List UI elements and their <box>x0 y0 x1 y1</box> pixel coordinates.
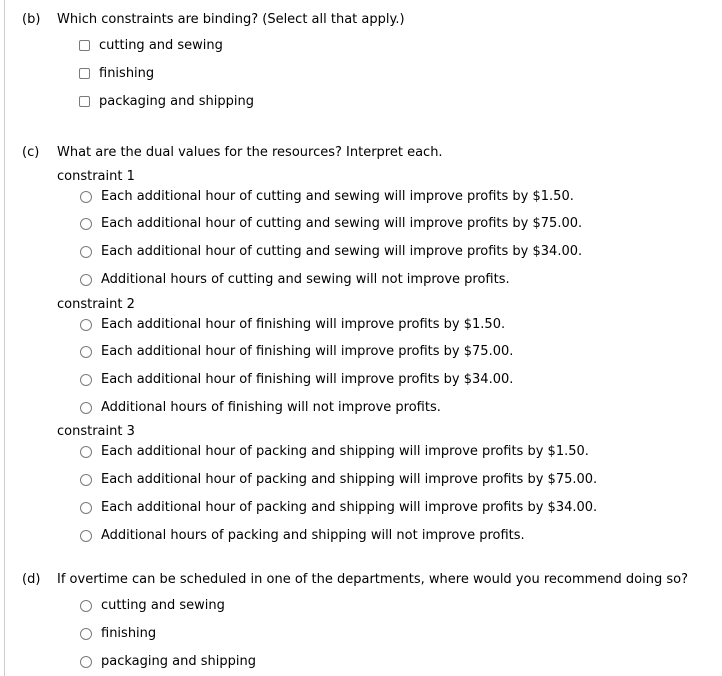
part-c-tag: (c) <box>22 145 40 160</box>
radio-c2-option-1[interactable] <box>80 319 92 331</box>
checkbox-cutting-sewing[interactable] <box>79 40 90 51</box>
radio-c1-option-3[interactable] <box>80 246 92 258</box>
option-label: Each additional hour of cutting and sewing will improve profits by $75.00. <box>101 216 583 231</box>
option-label: Each additional hour of finishing will improve profits by $75.00. <box>101 344 514 359</box>
radio-d-cutting-sewing[interactable] <box>80 600 92 612</box>
radio-c2-option-4[interactable] <box>80 402 92 414</box>
left-divider <box>4 0 5 676</box>
option-label: finishing <box>99 66 155 81</box>
option-label: Additional hours of finishing will not improve profits. <box>101 400 441 415</box>
radio-c1-option-2[interactable] <box>80 218 92 230</box>
part-c-question: What are the dual values for the resources? Interpret each. <box>57 145 443 160</box>
option-label: Each additional hour of finishing will improve profits by $34.00. <box>101 372 514 387</box>
part-b-tag: (b) <box>22 12 41 27</box>
option-label: Each additional hour of finishing will improve profits by $1.50. <box>101 317 506 332</box>
constraint-3-label: constraint 3 <box>57 424 135 439</box>
option-label: Each additional hour of cutting and sewing will improve profits by $34.00. <box>101 244 583 259</box>
radio-c3-option-4[interactable] <box>80 530 92 542</box>
radio-c2-option-3[interactable] <box>80 374 92 386</box>
checkbox-finishing[interactable] <box>79 68 90 79</box>
radio-c1-option-4[interactable] <box>80 274 92 286</box>
radio-c3-option-2[interactable] <box>80 474 92 486</box>
constraint-1-label: constraint 1 <box>57 169 135 184</box>
option-label: Each additional hour of cutting and sewing will improve profits by $1.50. <box>101 189 574 204</box>
part-b-question: Which constraints are binding? (Select all that apply.) <box>57 12 405 27</box>
option-label: Each additional hour of packing and shipping will improve profits by $75.00. <box>101 472 598 487</box>
radio-c2-option-2[interactable] <box>80 346 92 358</box>
option-label: packaging and shipping <box>101 654 256 669</box>
option-label: Additional hours of packing and shipping will not improve profits. <box>101 528 525 543</box>
constraint-2-label: constraint 2 <box>57 297 135 312</box>
part-d-tag: (d) <box>22 572 41 587</box>
radio-d-finishing[interactable] <box>80 628 92 640</box>
radio-d-packaging-shipping[interactable] <box>80 656 92 668</box>
option-label: cutting and sewing <box>99 38 223 53</box>
option-label: cutting and sewing <box>101 598 225 613</box>
option-label: Each additional hour of packing and shipping will improve profits by $34.00. <box>101 500 598 515</box>
radio-c3-option-1[interactable] <box>80 446 92 458</box>
part-d-question: If overtime can be scheduled in one of the departments, where would you recommend doing so? <box>57 572 689 587</box>
option-label: packaging and shipping <box>99 94 254 109</box>
checkbox-packaging-shipping[interactable] <box>79 96 90 107</box>
radio-c1-option-1[interactable] <box>80 191 92 203</box>
radio-c3-option-3[interactable] <box>80 502 92 514</box>
option-label: Additional hours of cutting and sewing will not improve profits. <box>101 272 510 287</box>
option-label: finishing <box>101 626 157 641</box>
option-label: Each additional hour of packing and shipping will improve profits by $1.50. <box>101 444 589 459</box>
